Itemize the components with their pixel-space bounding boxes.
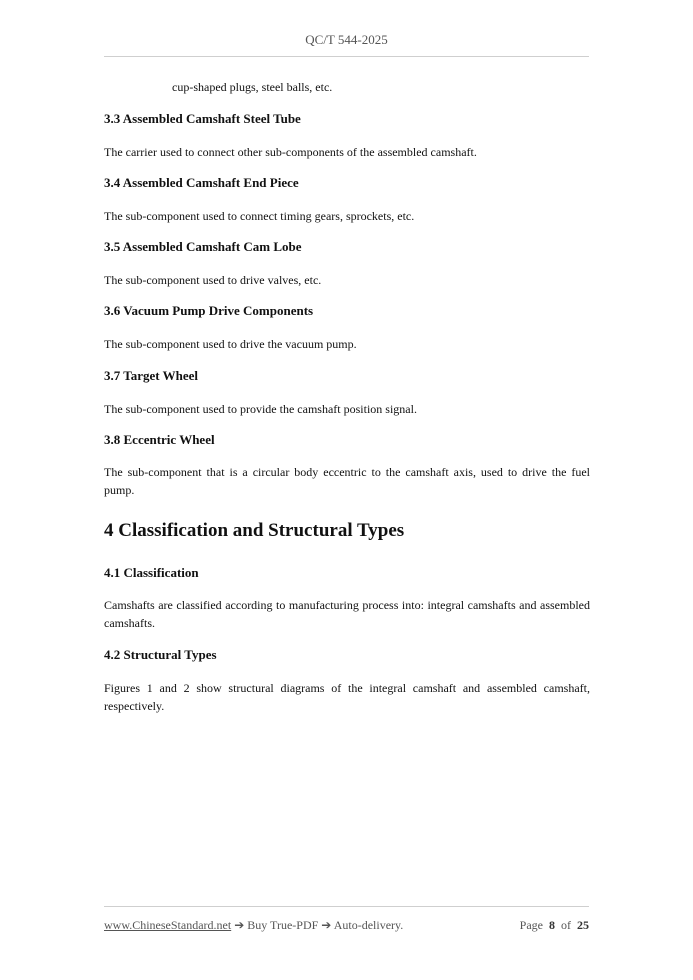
section-3-7-text: The sub-component used to provide the camshaft position signal.	[104, 402, 417, 416]
footer-promo	[104, 918, 403, 933]
footer-rule	[104, 906, 589, 908]
of-label: of	[561, 918, 571, 932]
continued-text: cup-shaped plugs, steel balls, etc.	[172, 80, 333, 94]
section-3-6-text: The sub-component used to drive the vacuum pump.	[104, 337, 357, 351]
section-3-8-title: 3.8 Eccentric Wheel	[104, 432, 215, 447]
section-3-3-text: The carrier used to connect other sub-components of the assembled camshaft.	[104, 145, 477, 159]
section-3-5-text: The sub-component used to drive valves, etc.	[104, 273, 322, 287]
section-4-1-title: 4.1 Classification	[104, 565, 199, 580]
section-3-4-text: The sub-component used to connect timing gears, sprockets, etc.	[104, 209, 415, 223]
page-number	[520, 918, 589, 933]
section-3-4-title: 3.4 Assembled Camshaft End Piece	[104, 175, 299, 190]
section-4-2-text: Figures 1 and 2 show structural diagrams of the integral camshaft and assembled camshaft, respectively.	[104, 681, 590, 713]
document-id: QC/T 544-2025	[305, 32, 388, 47]
section-3-3-title: 3.3 Assembled Camshaft Steel Tube	[104, 111, 301, 126]
section-4-2-title: 4.2 Structural Types	[104, 647, 217, 662]
section-3-7-title: 3.7 Target Wheel	[104, 368, 199, 383]
section-3-8-text: The sub-component that is a circular body eccentric to the camshaft axis, used to drive the fuel pump.	[104, 465, 590, 497]
delivery-text: Auto-delivery.	[331, 918, 404, 932]
section-3-6-title: 3.6 Vacuum Pump Drive Components	[104, 303, 314, 318]
page-label: Page	[519, 918, 543, 932]
current-page: 8	[549, 918, 555, 932]
arrow-right-icon: ➔	[234, 918, 245, 932]
arrow-right-icon: ➔	[321, 918, 332, 932]
section-4-1-text: Camshafts are classified according to manufacturing process into: integral camshafts and assembled camshafts.	[104, 598, 590, 630]
buy-pdf-text: Buy True-PDF	[244, 918, 322, 932]
site-link[interactable]: www.ChineseStandard.net	[104, 918, 232, 932]
page-header	[104, 0, 589, 57]
section-4-title: 4 Classification and Structural Types	[104, 520, 405, 541]
section-3-5-title: 3.5 Assembled Camshaft Cam Lobe	[104, 239, 302, 254]
total-pages: 25	[577, 918, 589, 932]
